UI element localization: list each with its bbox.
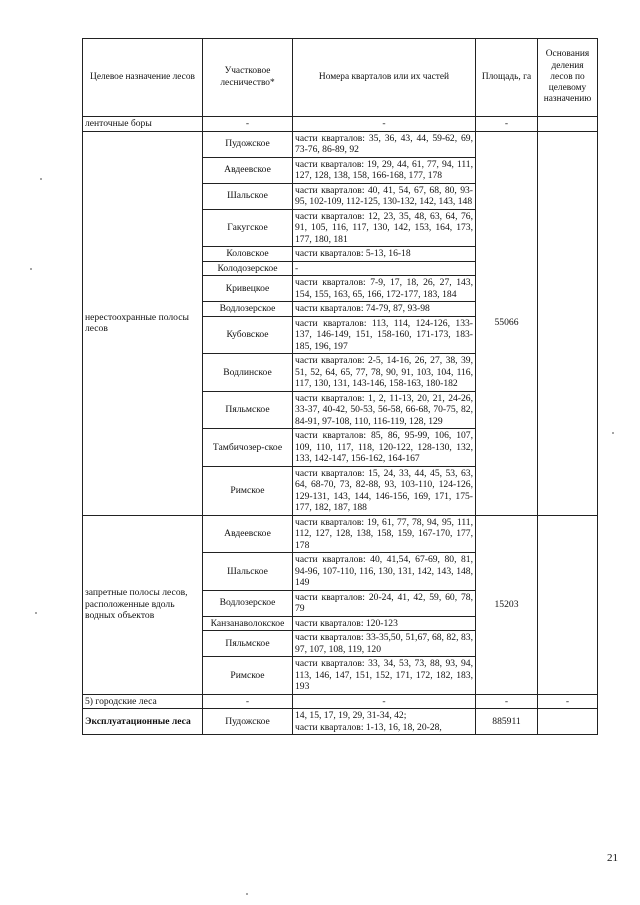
ribbon-row [83,117,598,132]
spawning-quarters: части кварталов: 74-79, 87, 93-98 [293,302,476,317]
exploitation-basis [538,709,598,735]
water-office: Пяльмское [203,631,293,657]
water-quarters: части кварталов: 33, 34, 53, 73, 88, 93, 94, 113, 146, 147, 151, 152, 171, 172, 182, 183, 193 [293,657,476,695]
water-row [83,515,598,553]
exploitation-quarters [293,709,476,735]
spawning-quarters: части кварталов: 19, 29, 44, 61, 77, 94, 111, 127, 128, 138, 158, 166-168, 177, 178 [293,157,476,183]
urban-quarters: - [293,694,476,709]
spawning-office: Пяльмское [203,391,293,429]
water-office: Шальское [203,553,293,591]
spawning-office: Водлозерское [203,302,293,317]
water-quarters: части кварталов: 33-35,50, 51,67, 68, 82, 83, 97, 107, 108, 119, 120 [293,631,476,657]
urban-purpose: 5) городские леса [83,694,203,709]
spawning-office: Водлинское [203,354,293,392]
spawning-quarters: части кварталов: 1, 2, 11-13, 20, 21, 24-26, 33-37, 40-42, 50-53, 56-58, 66-68, 70-75, 82, 84-91, 97-108, 110, 116-119, 128, 129 [293,391,476,429]
urban-row [83,694,598,709]
scan-speck [40,178,42,180]
spawning-office: Шальское [203,183,293,209]
spawning-quarters: части кварталов: 12, 23, 35, 48, 63, 64, 76, 91, 105, 116, 117, 130, 142, 153, 164, 173, 177, 180, 181 [293,209,476,247]
spawning-office: Римское [203,466,293,515]
spawning-office: Колодозерское [203,261,293,276]
water-basis [538,515,598,694]
water-area: 15203 [476,515,538,694]
spawning-purpose: нерестоохранные полосы лесов [83,131,203,515]
header-quarters: Номера кварталов или их частей [293,39,476,117]
spawning-office: Тамбичозер-ское [203,429,293,467]
spawning-quarters: части кварталов: 15, 24, 33, 44, 45, 53, 63, 64, 68-70, 73, 82-88, 93, 103-110, 124-126, 129-131, 143, 144, 146-156, 169, 171, 175-177, 182, 187, 188 [293,466,476,515]
ribbon-office: - [203,117,293,132]
spawning-office: Гакугское [203,209,293,247]
exploitation-office: Пудожское [203,709,293,735]
scan-speck [30,268,32,270]
header-basis: Основания деления лесов по целевому назначению [538,39,598,117]
scan-speck [35,612,37,614]
exploitation-quarters-line2: части кварталов: 1-13, 16, 18, 20-28, [295,721,442,733]
scan-speck [246,893,248,895]
water-quarters: части кварталов: 120-123 [293,616,476,631]
spawning-quarters: части кварталов: 35, 36, 43, 44, 59-62, 69, 73-76, 86-89, 92 [293,131,476,157]
exploitation-row [83,709,598,735]
exploitation-area: 885911 [476,709,538,735]
exploitation-purpose: Эксплуатационные леса [83,709,203,735]
spawning-quarters: части кварталов: 85, 86, 95-99, 106, 107, 109, 110, 117, 118, 120-122, 128-130, 132, 133, 142-147, 156-162, 164-167 [293,429,476,467]
water-office: Авдеевское [203,515,293,553]
spawning-office: Авдеевское [203,157,293,183]
spawning-quarters: части кварталов: 113, 114, 124-126, 133-137, 146-149, 151, 158-160, 171-173, 183-185, 196, 197 [293,316,476,354]
water-office: Канзанаволокское [203,616,293,631]
spawning-quarters: части кварталов: 5-13, 16-18 [293,247,476,262]
spawning-quarters: части кварталов: 7-9, 17, 18, 26, 27, 143, 154, 155, 163, 65, 166, 172-177, 183, 184 [293,276,476,302]
header-purpose: Целевое назначение лесов [83,39,203,117]
water-quarters: части кварталов: 19, 61, 77, 78, 94, 95, 111, 112, 127, 128, 138, 158, 159, 167-170, 177, 178 [293,515,476,553]
forest-division-table [82,38,598,735]
scan-speck [612,432,614,434]
urban-basis: - [538,694,598,709]
spawning-office: Коловское [203,247,293,262]
header-area: Площадь, га [476,39,538,117]
water-purpose: запретные полосы лесов, расположенные вдоль водных объектов [83,515,203,694]
header-row [83,39,598,117]
water-quarters: части кварталов: 40, 41,54, 67-69, 80, 81, 94-96, 107-110, 116, 130, 131, 142, 143, 148, 149 [293,553,476,591]
urban-area: - [476,694,538,709]
spawning-quarters: - [293,261,476,276]
ribbon-purpose: ленточные боры [83,117,203,132]
exploitation-quarters-line1: 14, 15, 17, 19, 29, 31-34, 42; [295,710,407,721]
water-section [83,515,598,694]
water-office: Римское [203,657,293,695]
ribbon-quarters: - [293,117,476,132]
spawning-section [83,131,598,515]
water-quarters: части кварталов: 20-24, 41, 42, 59, 60, 78, 79 [293,590,476,616]
spawning-office: Кубовское [203,316,293,354]
spawning-office: Кривецкое [203,276,293,302]
spawning-area: 55066 [476,131,538,515]
ribbon-area: - [476,117,538,132]
spawning-basis [538,131,598,515]
spawning-row [83,131,598,157]
water-office: Водлозерское [203,590,293,616]
page-number: 21 [607,852,618,864]
header-office: Участковое лесничество* [203,39,293,117]
urban-office: - [203,694,293,709]
ribbon-basis [538,117,598,132]
spawning-office: Пудожское [203,131,293,157]
spawning-quarters: части кварталов: 40, 41, 54, 67, 68, 80, 93-95, 102-109, 112-125, 130-132, 142, 143, 148 [293,183,476,209]
spawning-quarters: части кварталов: 2-5, 14-16, 26, 27, 38, 39, 51, 52, 64, 65, 77, 78, 90, 91, 103, 104, 116, 117, 130, 131, 143-146, 158-163, 180-182 [293,354,476,392]
